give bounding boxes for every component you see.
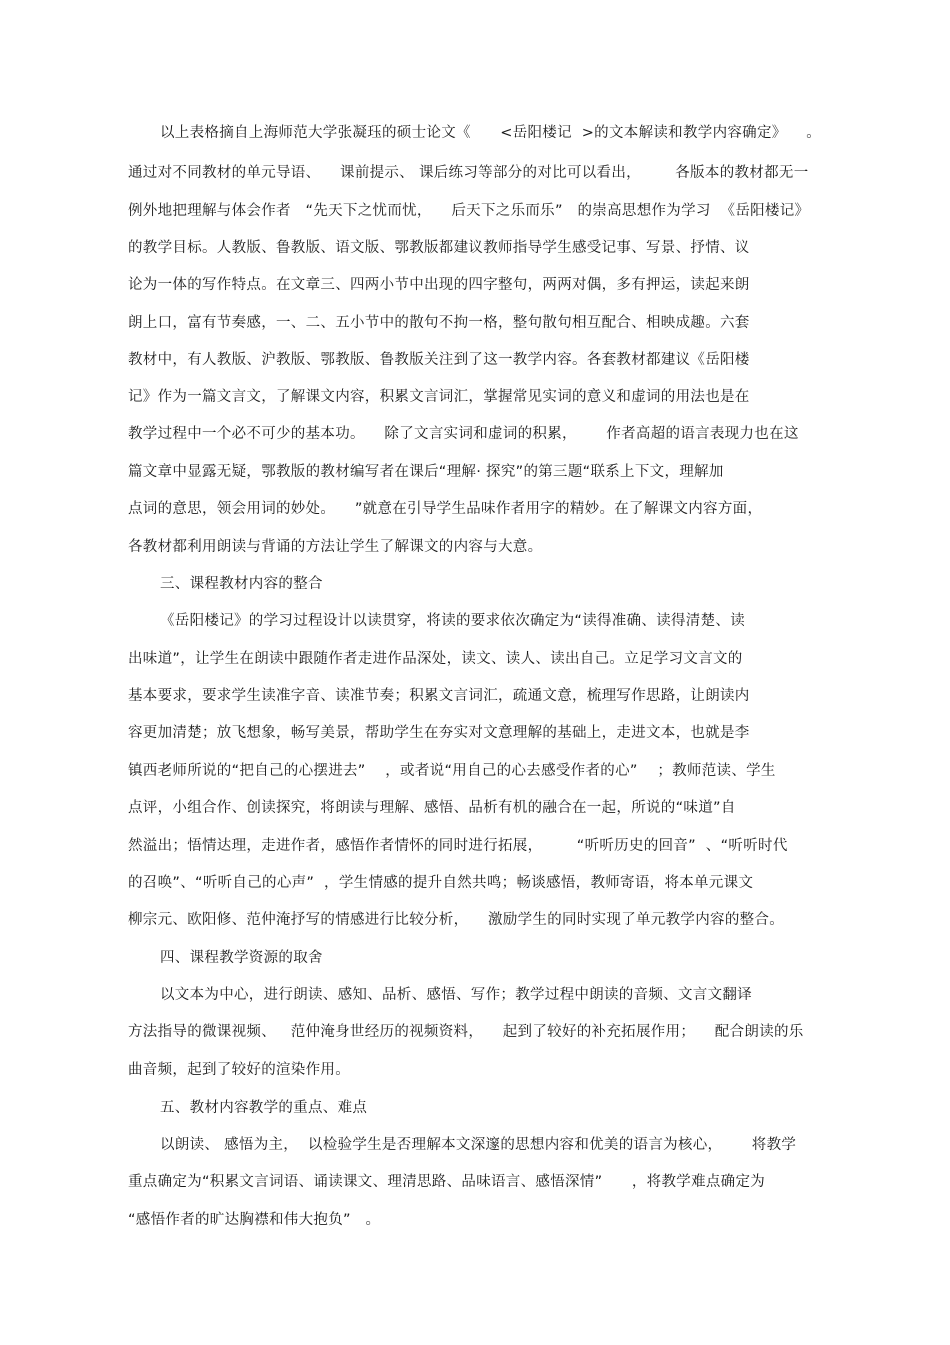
paragraph-line: 《岳阳楼记》的学习过程设计以读贯穿，将读的要求依次确定为“读得准确、读得清楚、读 — [160, 613, 746, 629]
paragraph-line: 点词的意思，领会用词的妙处。 ”就意在引导学生品味作者用字的精妙。在了解课文内容方面， — [128, 501, 763, 517]
paragraph-line: 容更加清楚；放飞想象，畅写美景，帮助学生在夯实对文意理解的基础上，走进文本，也就是李 — [128, 725, 750, 741]
paragraph-line: 点评，小组合作、创读探究，将朗读与理解、感悟、品析有机的融合在一起，所说的“味道”自 — [128, 800, 736, 816]
paragraph-line: 出味道”，让学生在朗读中跟随作者走进作品深处，读文、读人、读出自己。立足学习文言文的 — [128, 651, 743, 667]
paragraph-line: 镇西老师所说的“把自己的心摆进去” ，或者说“用自己的心去感受作者的心” ；教师范读、学生 — [128, 763, 776, 779]
paragraph-line: 柳宗元、欧阳修、范仲淹抒写的情感进行比较分析， 激励学生的同时实现了单元教学内容的整合。 — [128, 912, 785, 928]
paragraph-line: 论为一体的写作特点。在文章三、四两小节中出现的四字整句，两两对偶，多有押运，读起来朗 — [128, 277, 750, 293]
paragraph-line: 基本要求，要求学生读准字音、读准节奏；积累文言词汇，疏通文意，梳理写作思路，让朗读内 — [128, 688, 750, 704]
paragraph-line: 教学过程中一个必不可少的基本功。 除了文言实词和虚词的积累， 作者高超的语言表现力也在这 — [128, 426, 799, 442]
section-heading: 五、教材内容教学的重点、难点 — [160, 1100, 368, 1116]
paragraph-line: 例外地把理解与体会作者 “先天下之忧而忧， 后天下之乐而乐” 的崇高思想作为学习 《岳阳楼记》 — [128, 203, 810, 219]
section-heading: 三、课程教材内容的整合 — [160, 576, 323, 592]
paragraph-line: 的召唤”、“听听自己的心声” ，学生情感的提升自然共鸣；畅谈感悟，教师寄语，将本单元课文 — [128, 875, 754, 891]
paragraph-line: 以上表格摘自上海师范大学张凝珏的硕士论文《 <岳阳楼记 >的文本解读和教学内容确定》 。 — [160, 125, 822, 141]
paragraph-line: 曲音频，起到了较好的渲染作用。 — [128, 1062, 350, 1078]
paragraph-line: 然溢出；悟情达理，走进作者，感悟作者情怀的同时进行拓展， “听听历史的回音” 、“听听时代 — [128, 838, 788, 854]
paragraph-line: 通过对不同教材的单元导语、 课前提示、 课后练习等部分的对比可以看出， 各版本的教材都无一 — [128, 165, 809, 181]
paragraph-line: 朗上口，富有节奏感，一、二、五小节中的散句不拘一格，整句散句相互配合、相映成趣。六套 — [128, 315, 750, 331]
paragraph-line: 各教材都利用朗读与背诵的方法让学生了解课文的内容与大意。 — [128, 539, 543, 555]
section-heading: 四、课程教学资源的取舍 — [160, 950, 323, 966]
paragraph-line: 以朗读、 感悟为主， 以检验学生是否理解本文深邃的思想内容和优美的语言为核心， 将教学 — [160, 1137, 797, 1153]
paragraph-line: 方法指导的微课视频、 范仲淹身世经历的视频资料， 起到了较好的补充拓展作用； 配合朗读的乐 — [128, 1024, 804, 1040]
paragraph-line: 重点确定为“积累文言词语、诵读课文、理清思路、品味语言、感悟深情” ，将教学难点确定为 — [128, 1174, 766, 1190]
paragraph-line: 篇文章中显露无疑，鄂教版的教材编写者在课后“理解· 探究”的第三题“联系上下文，理解加 — [128, 464, 724, 480]
paragraph-line: “感悟作者的旷达胸襟和伟大抱负” 。 — [128, 1212, 381, 1228]
paragraph-line: 记》作为一篇文言文，了解课文内容，积累文言词汇，掌握常见实词的意义和虚词的用法也是在 — [128, 389, 750, 405]
paragraph-line: 以文本为中心，进行朗读、感知、品析、感悟、写作；教学过程中朗读的音频、文言文翻译 — [160, 987, 752, 1003]
paragraph-line: 教材中，有人教版、沪教版、鄂教版、鲁教版关注到了这一教学内容。各套教材都建议《岳阳楼 — [128, 352, 750, 368]
paragraph-line: 的教学目标。人教版、鲁教版、语文版、鄂教版都建议教师指导学生感受记事、写景、抒情、议 — [128, 240, 750, 256]
